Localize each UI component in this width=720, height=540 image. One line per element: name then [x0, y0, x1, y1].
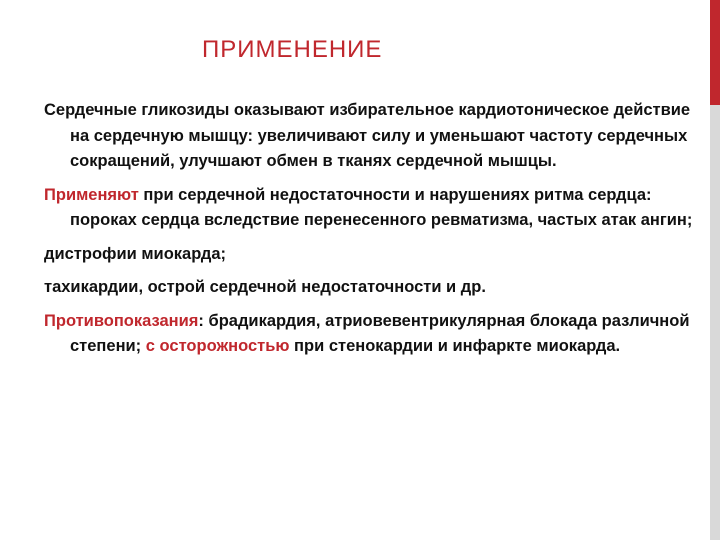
paragraph-action: [44, 98, 694, 175]
dystrophy-text: дистрофии миокарда;: [44, 244, 227, 263]
indications-keyword: Применяют: [44, 185, 139, 204]
paragraph-dystrophy: [44, 242, 694, 268]
paragraph-indications: [44, 183, 694, 234]
indications-text: при сердечной недостаточности и нарушениях ритма сердца: пороках сердца вследствие перенесенного ревматизма, частых атак ангин;: [70, 185, 693, 229]
paragraph-tachycardia: [44, 275, 694, 301]
contraindications-text-a: : брадикардия, атриовевентрикулярная блокада различной степени;: [70, 311, 690, 355]
slide-body: [44, 98, 694, 368]
side-accent-red-segment: [710, 0, 720, 105]
contraindications-text-b: при стенокардии и инфаркте миокарда.: [289, 337, 621, 355]
contraindications-keyword: Противопоказания: [44, 311, 199, 330]
paragraph-contraindications: [44, 309, 694, 360]
tachycardia-text: тахикардии, острой сердечной недостаточности и др.: [44, 278, 486, 296]
paragraph-action-text: Сердечные гликозиды оказывают избирательное кардиотоническое действие на сердечную мышцу: увеличивают силу и уменьшают частоту сердечных сокращений, улучшают обмен в тканях сердечной мышцы.: [44, 101, 691, 170]
side-accent-bar: [710, 0, 720, 540]
caution-keyword: с осторожностью: [145, 337, 290, 355]
slide-title: ПРИМЕНЕНИЕ: [202, 36, 383, 63]
